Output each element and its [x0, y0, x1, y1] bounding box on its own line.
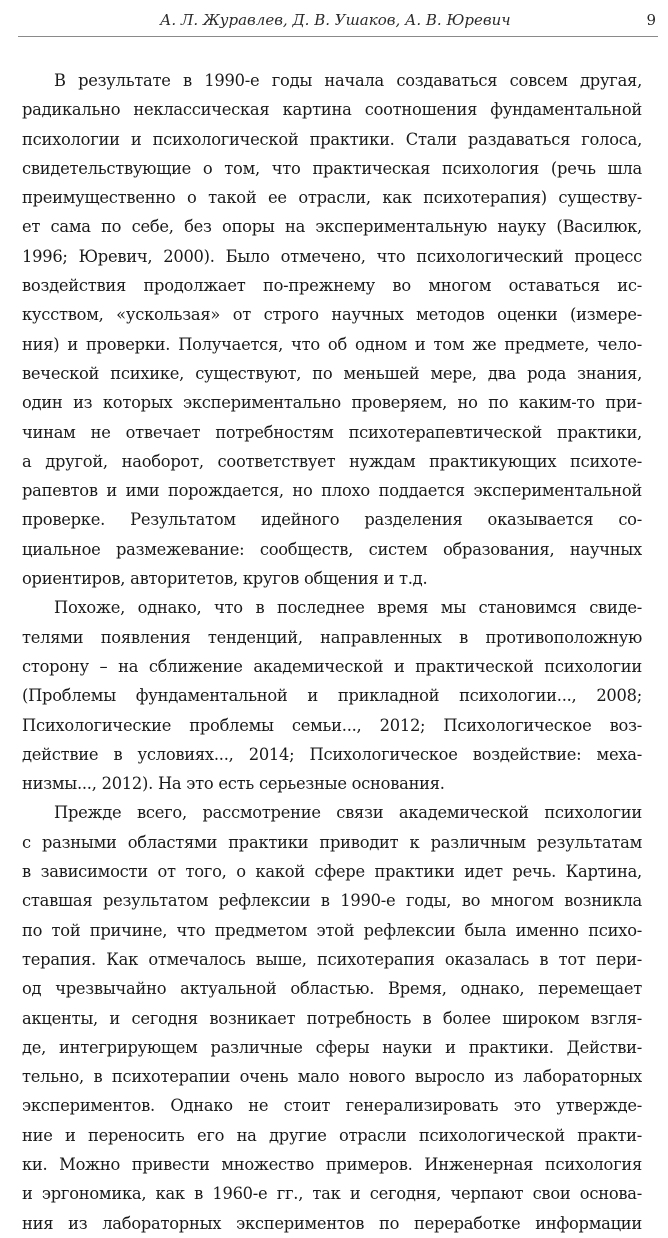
- text-line: ориентиров, авторитетов, кругов общения и т.д.: [22, 569, 428, 589]
- text-line: телями появления тенденций, направленных в противоположную: [22, 627, 642, 647]
- text-line: тельно, в психотерапии очень мало нового выросло из лабораторных: [22, 1067, 642, 1087]
- text-line: сторону – на сближение академической и практической психологии: [22, 656, 642, 676]
- text-line: Прежде всего, рассмотрение связи академической психологии: [54, 803, 642, 823]
- text-line: де, интегрирующем различные сферы науки и практики. Действи-: [22, 1037, 642, 1057]
- text-line: (Проблемы фундаментальной и прикладной психологии..., 2008;: [22, 686, 642, 706]
- text-line: ет сама по себе, без опоры на экспериментальную науку (Василюк,: [22, 217, 642, 237]
- text-line: ния) и проверки. Получается, что об одном и том же предмете, чело-: [22, 334, 642, 354]
- text-line: в зависимости от того, о какой сфере практики идет речь. Картина,: [22, 862, 642, 882]
- text-line: кусством, «ускользая» от строго научных методов оценки (измере-: [22, 305, 642, 325]
- text-line: действие в условиях..., 2014; Психологическое воздействие: меха-: [22, 744, 642, 764]
- text-line: и эргономика, как в 1960-е гг., так и сегодня, черпают свои основа-: [22, 1184, 642, 1204]
- text-line: В результате в 1990-е годы начала создаваться совсем другая,: [54, 71, 642, 90]
- text-line: циальное размежевание: сообществ, систем образования, научных: [22, 539, 642, 559]
- text-line: веческой психике, существуют, по меньшей мере, два рода знания,: [22, 363, 642, 383]
- page-number: 9: [646, 11, 656, 29]
- text-line: по той причине, что предметом этой рефлексии была именно психо-: [22, 920, 642, 940]
- text-line: ки. Можно привести множество примеров. Инженерная психология: [22, 1154, 642, 1174]
- text-line: ние и переносить его на другие отрасли психологической практи-: [22, 1125, 642, 1145]
- paragraph-3: [22, 798, 642, 1237]
- running-head: [20, 8, 656, 32]
- text-line: а другой, наоборот, соответствует нуждам практикующих психоте-: [22, 451, 642, 471]
- text-line: низмы..., 2012). На это есть серьезные основания.: [22, 774, 445, 794]
- text-line: ставшая результатом рефлексии в 1990-е годы, во многом возникла: [22, 891, 642, 911]
- paragraph-2: [22, 593, 642, 798]
- text-line: радикально неклассическая картина соотношения фундаментальной: [22, 100, 642, 120]
- running-head-authors: А. Л. Журавлев, Д. В. Ушаков, А. В. Юревич: [160, 11, 511, 29]
- text-line: экспериментов. Однако не стоит генерализировать это утвержде-: [22, 1096, 642, 1116]
- header-rule: [18, 36, 658, 37]
- text-line: свидетельствующие о том, что практическая психология (речь шла: [22, 158, 642, 178]
- text-line: 1996; Юревич, 2000). Было отмечено, что психологический процесс: [22, 246, 642, 266]
- text-line: один из которых экспериментально проверяем, но по каким-то при-: [22, 393, 642, 413]
- text-line: проверке. Результатом идейного разделения оказывается со-: [22, 510, 642, 530]
- paragraph-1: [22, 66, 642, 593]
- text-line: Психологические проблемы семьи..., 2012; Психологическое воз-: [22, 715, 642, 735]
- text-line: психологии и психологической практики. Стали раздаваться голоса,: [22, 129, 642, 149]
- text-line: преимущественно о такой ее отрасли, как психотерапия) существу-: [22, 188, 642, 208]
- text-line: терапия. Как отмечалось выше, психотерапия оказалась в тот пери-: [22, 949, 642, 969]
- text-line: воздействия продолжает по-прежнему во многом оставаться ис-: [22, 276, 642, 296]
- text-line: рапевтов и ими порождается, но плохо поддается экспериментальной: [22, 481, 642, 501]
- text-line: чинам не отвечает потребностям психотерапевтической практики,: [22, 422, 642, 442]
- text-line: од чрезвычайно актуальной областью. Время, однако, перемещает: [22, 979, 642, 999]
- text-line: акценты, и сегодня возникает потребность в более широком взгля-: [22, 1008, 642, 1028]
- text-line: ния из лабораторных экспериментов по переработке информации: [22, 1213, 642, 1233]
- body-text: [22, 66, 642, 1238]
- text-line: Похоже, однако, что в последнее время мы становимся свиде-: [54, 598, 642, 618]
- text-line: с разными областями практики приводит к различным результатам: [22, 832, 642, 852]
